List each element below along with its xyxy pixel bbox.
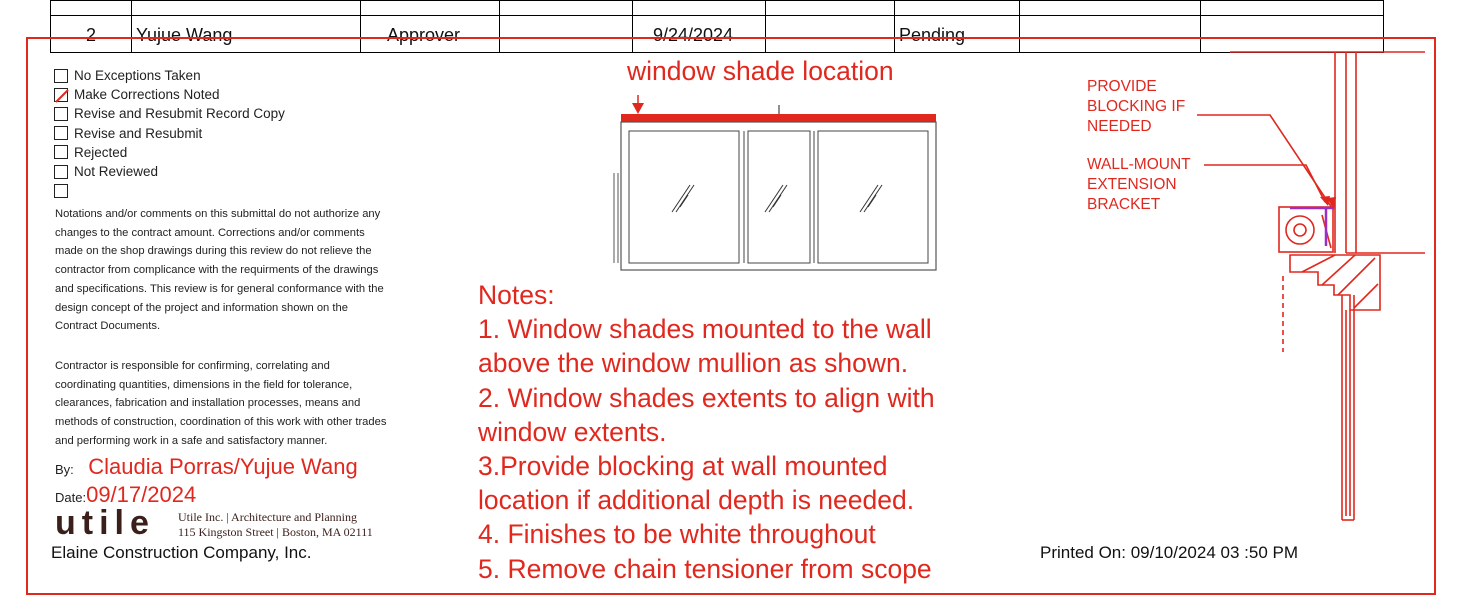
by-value: Claudia Porras/Yujue Wang: [88, 454, 358, 479]
text-line: contractor from complicance with the requirments of the drawings: [55, 264, 379, 277]
note-line: location if additional depth is needed.: [478, 485, 915, 516]
option-label: Not Reviewed: [74, 164, 159, 180]
review-options: [54, 66, 285, 200]
text-line: changes to the contract amount. Corrections and/or comments: [55, 226, 365, 239]
check-mark-icon: [55, 89, 69, 103]
label-line: EXTENSION: [1087, 176, 1177, 193]
note-line: 3.Provide blocking at wall mounted: [478, 451, 888, 482]
table-cell-blank: [766, 1, 895, 16]
text-line: and specifications. This review is for general conformance with the: [55, 282, 384, 295]
company-name: Elaine Construction Company, Inc.: [51, 543, 312, 562]
checkbox[interactable]: [54, 107, 68, 121]
option-label: Make Corrections Noted: [74, 87, 220, 103]
label-line: PROVIDE: [1087, 78, 1157, 95]
option-label: Revise and Resubmit Record Copy: [74, 106, 285, 122]
checkbox[interactable]: [54, 184, 68, 198]
date-label: Date:: [55, 490, 87, 505]
notes-heading: Notes:: [478, 280, 555, 310]
note-line: 5. Remove chain tensioner from scope: [478, 553, 932, 584]
date-value: 09/17/2024: [86, 482, 197, 507]
window-elevation-drawing: [600, 95, 960, 275]
note-line: 2. Window shades extents to align with: [478, 382, 935, 413]
checkbox[interactable]: [54, 126, 68, 140]
contractor-text: [55, 357, 425, 451]
reviewed-by: [55, 454, 358, 480]
printed-on: Printed On: 09/10/2024 03 :50 PM: [1040, 543, 1299, 562]
text-line: and performing work in a safe and satisfactory manner.: [55, 434, 328, 447]
utile-logo: utile: [55, 504, 155, 542]
table-cell-blank: [1020, 1, 1201, 16]
note-line: window extents.: [478, 416, 667, 447]
label-line: NEEDED: [1087, 118, 1152, 135]
table-cell-blank: [500, 1, 633, 16]
by-label: By:: [55, 462, 74, 477]
table-cell-status: [895, 1, 1020, 16]
drawing-title: window shade location: [627, 56, 894, 86]
table-cell-name: Yujue Wang: [132, 16, 361, 53]
checkbox-checked[interactable]: [54, 88, 68, 102]
option-revise-resubmit[interactable]: [54, 124, 285, 143]
label-line: WALL-MOUNT: [1087, 156, 1191, 173]
bracket-mark: [1290, 208, 1333, 246]
option-no-exceptions[interactable]: [54, 66, 285, 85]
section-detail-drawing: [1150, 40, 1440, 530]
table-cell-role: Approver: [361, 16, 500, 53]
option-label: Revise and Resubmit: [74, 125, 203, 141]
note-line: above the window mullion as shown.: [478, 348, 909, 379]
glass-hatch: [672, 185, 882, 212]
option-rejected[interactable]: [54, 143, 285, 162]
table-cell-date: [633, 1, 766, 16]
option-label: Rejected: [74, 144, 128, 160]
disclaimer-text: [55, 205, 425, 336]
text-line: methods of construction, coordination of this work with other trades: [55, 416, 387, 429]
option-make-corrections[interactable]: [54, 85, 285, 104]
label-line: BRACKET: [1087, 196, 1161, 213]
text-line: design concept of the project and information shown on the: [55, 301, 348, 314]
text-line: made on the shop drawings during this review do not relieve the: [55, 245, 372, 258]
option-blank[interactable]: [54, 181, 285, 200]
firm-info: [178, 510, 373, 540]
text-line: coordinating quantities, dimensions in the field for tolerance,: [55, 378, 353, 391]
checkbox[interactable]: [54, 165, 68, 179]
text-line: Contract Documents.: [55, 320, 161, 333]
table-cell-number: 2: [51, 16, 132, 53]
text-line: Notations and/or comments on this submittal do not authorize any: [55, 208, 381, 220]
notes-block: [478, 278, 935, 586]
table-cell-name: [132, 1, 361, 16]
table-cell-blank: [1201, 1, 1384, 16]
firm-line: Utile Inc. | Architecture and Planning: [178, 510, 358, 524]
table-cell-status: Pending: [895, 16, 1020, 53]
option-not-reviewed[interactable]: [54, 162, 285, 181]
label-line: BLOCKING IF: [1087, 98, 1186, 115]
table-cell-date: 9/24/2024: [633, 16, 766, 53]
checkbox[interactable]: [54, 145, 68, 159]
table-cell-role: [361, 1, 500, 16]
text-line: Contractor is responsible for confirming, correlating and: [55, 360, 330, 372]
option-revise-record-copy[interactable]: [54, 104, 285, 123]
note-line: 4. Finishes to be white throughout: [478, 519, 876, 550]
note-line: 1. Window shades mounted to the wall: [478, 314, 932, 345]
option-label: No Exceptions Taken: [74, 68, 201, 84]
firm-address: 115 Kingston Street | Boston, MA 02111: [178, 525, 373, 539]
table-row: [51, 1, 1384, 16]
table-cell-number: [51, 1, 132, 16]
checkbox[interactable]: [54, 69, 68, 83]
text-line: clearances, fabrication and installation processes, means and: [55, 397, 361, 410]
